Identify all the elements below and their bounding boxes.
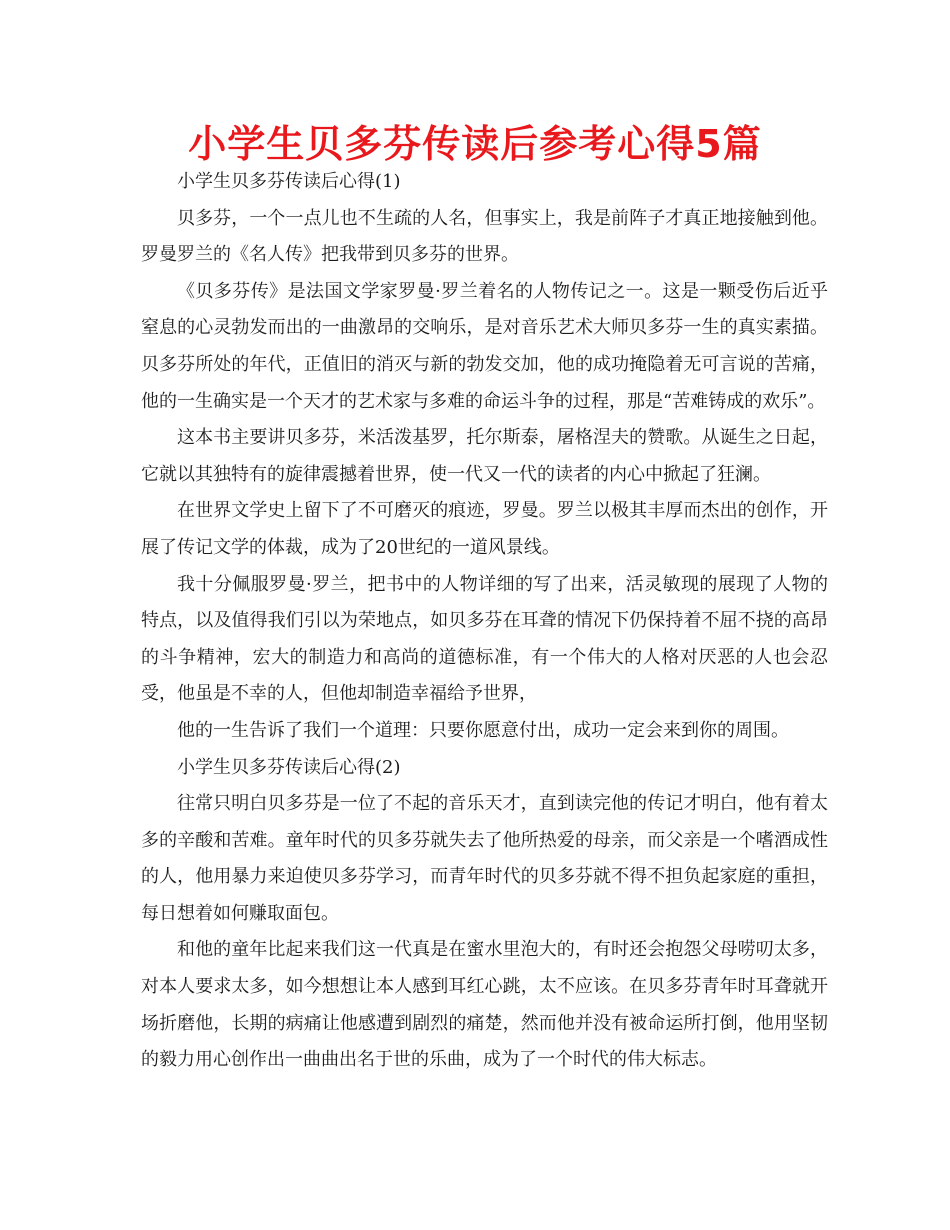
paragraph: 往常只明白贝多芬是一位了不起的音乐天才，直到读完他的传记才明白，他有着太多的辛酸和苦难。童年时代的贝多芬就失去了他所热爱的母亲，而父亲是一个嗜酒成性的人，他用暴力来迫使贝多芬学习，而青年时代的贝多芬就不得不担负起家庭的重担，每日想着如何赚取面包。 bbox=[141, 793, 828, 924]
page-title: 小学生贝多芬传读后参考心得5篇 bbox=[188, 122, 762, 166]
document-body bbox=[141, 164, 828, 1079]
paragraph: 《贝多芬传》是法国文学家罗曼·罗兰着名的人物传记之一。这是一颗受伤后近乎窒息的心灵勃发而出的一曲激昂的交响乐，是对音乐艺术大师贝多芬一生的真实素描。贝多芬所处的年代，正值旧的消灭与新的勃发交加，他的成功掩隐着无可言说的苦痛，他的一生确实是一个天才的艺术家与多难的命运斗争的过程，那是“苦难铸成的欢乐”。 bbox=[141, 280, 828, 412]
paragraph: 我十分佩服罗曼·罗兰，把书中的人物详细的写了出来，活灵敏现的展现了人物的特点，以及值得我们引以为荣地点，如贝多芬在耳聋的情况下仍保持着不屈不挠的高昂的斗争精神，宏大的制造力和高尚的道德标准，有一个伟大的人格对厌恶的人也会忍受，他虽是不幸的人，但他却制造幸福给予世界， bbox=[141, 573, 828, 705]
paragraph: 在世界文学史上留下了不可磨灭的痕迹，罗曼。罗兰以极其丰厚而杰出的创作，开展了传记文学的体裁，成为了20世纪的一道风景线。 bbox=[141, 500, 828, 558]
section-heading-2: 小学生贝多芬传读后心得(2) bbox=[177, 756, 401, 778]
paragraph: 贝多芬，一个一点儿也不生疏的人名，但事实上，我是前阵子才真正地接触到他。罗曼罗兰的《名人传》把我带到贝多芬的世界。 bbox=[141, 207, 828, 266]
paragraph: 和他的童年比起来我们这一代真是在蜜水里泡大的，有时还会抱怨父母唠叨太多，对本人要求太多，如今想想让本人感到耳红心跳，太不应该。在贝多芬青年时耳聋就开场折磨他，长期的病痛让他感遭到剧烈的痛楚，然而他并没有被命运所打倒，他用坚韧的毅力用心创作出一曲曲出名于世的乐曲，成为了一个时代的伟大标志。 bbox=[141, 939, 828, 1071]
section-heading-1: 小学生贝多芬传读后心得(1) bbox=[177, 171, 401, 192]
paragraph: 他的一生告诉了我们一个道理：只要你愿意付出，成功一定会来到你的周围。 bbox=[177, 719, 789, 741]
paragraph: 这本书主要讲贝多芬，米活泼基罗，托尔斯泰，屠格涅夫的赞歌。从诞生之日起，它就以其独特有的旋律震撼着世界，使一代又一代的读者的内心中掀起了狂澜。 bbox=[141, 427, 828, 485]
